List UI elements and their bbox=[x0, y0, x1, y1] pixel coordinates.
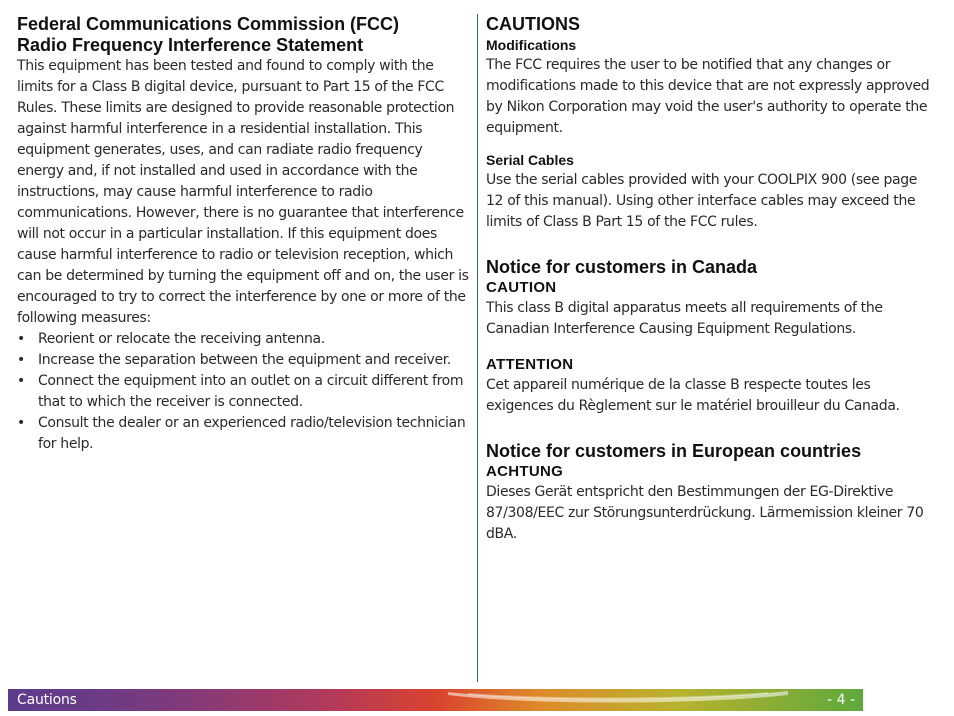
serial-cables-text: Use the serial cables provided with your COOLPIX 900 (see page 12 of this manual). Using other interface cables may exceed the limits of Class B Part 15 of the FCC rules. bbox=[486, 172, 918, 230]
fcc-title-line2: Radio Frequency Interference Statement bbox=[17, 35, 364, 55]
attention-label: ATTENTION bbox=[486, 356, 574, 373]
serial-cables-heading: Serial Cables bbox=[486, 152, 574, 168]
canada-heading: Notice for customers in Canada bbox=[486, 257, 758, 277]
modifications-text: The FCC requires the user to be notified that any changes or modifications made to this device that are not expressly approved by Nikon Corporation may void the user's authority to operate the equipment. bbox=[486, 57, 930, 136]
cautions-column bbox=[486, 14, 934, 545]
fcc-title bbox=[17, 14, 469, 56]
bullet-text: Increase the separation between the equipment and receiver. bbox=[38, 352, 451, 368]
bullet-text: Consult the dealer or an experienced radio/television technician for help. bbox=[38, 415, 466, 452]
fcc-paragraph: This equipment has been tested and found to comply with the limits for a Class B digital device, pursuant to Part 15 of the FCC Rules. These limits are designed to provide reasonable protection against harmful interference in a residential installation. This equipment generates, uses, and can radiate radio frequency energy and, if not installed and used in accordance with the instructions, may cause harmful interference to radio communications. However, there is no guarantee that interference will not occur in a particular installation. If this equipment does cause harmful interference to radio or television reception, which can be determined by turning the equipment off and on, the user is encouraged to try to correct the interference by one or more of the following measures: bbox=[17, 58, 469, 326]
achtung-label: ACHTUNG bbox=[486, 463, 564, 480]
footer-section-label: Cautions bbox=[17, 692, 77, 708]
bullet-icon: • bbox=[17, 331, 25, 347]
europe-heading: Notice for customers in European countries bbox=[486, 441, 862, 461]
bullet-icon: • bbox=[17, 415, 25, 431]
list-item bbox=[17, 371, 469, 413]
footer-bar bbox=[8, 689, 863, 711]
list-item bbox=[17, 350, 469, 371]
footer-swoosh-decoration bbox=[448, 689, 788, 711]
column-divider bbox=[477, 14, 478, 682]
bullet-icon: • bbox=[17, 373, 25, 389]
page-number: - 4 - bbox=[827, 692, 855, 708]
caution-text: This class B digital apparatus meets all requirements of the Canadian Interference Causing Equipment Regulations. bbox=[486, 300, 883, 337]
fcc-statement-column bbox=[17, 14, 469, 455]
bullet-text: Connect the equipment into an outlet on a circuit different from that to which the receiver is connected. bbox=[38, 373, 464, 410]
fcc-measures-list bbox=[17, 329, 469, 455]
achtung-text: Dieses Gerät entspricht den Bestimmungen der EG-Direktive 87/308/EEC zur Störungsunterdrückung. Lärmemission kleiner 70 dBA. bbox=[486, 484, 924, 542]
list-item bbox=[17, 329, 469, 350]
modifications-heading: Modifications bbox=[486, 37, 577, 53]
attention-text: Cet appareil numérique de la classe B respecte toutes les exigences du Règlement sur le matériel brouilleur du Canada. bbox=[486, 377, 900, 414]
bullet-text: Reorient or relocate the receiving antenna. bbox=[38, 331, 325, 347]
list-item bbox=[17, 413, 469, 455]
fcc-title-line1: Federal Communications Commission (FCC) bbox=[17, 14, 400, 34]
cautions-heading: CAUTIONS bbox=[486, 14, 580, 34]
bullet-icon: • bbox=[17, 352, 25, 368]
caution-label: CAUTION bbox=[486, 279, 557, 296]
